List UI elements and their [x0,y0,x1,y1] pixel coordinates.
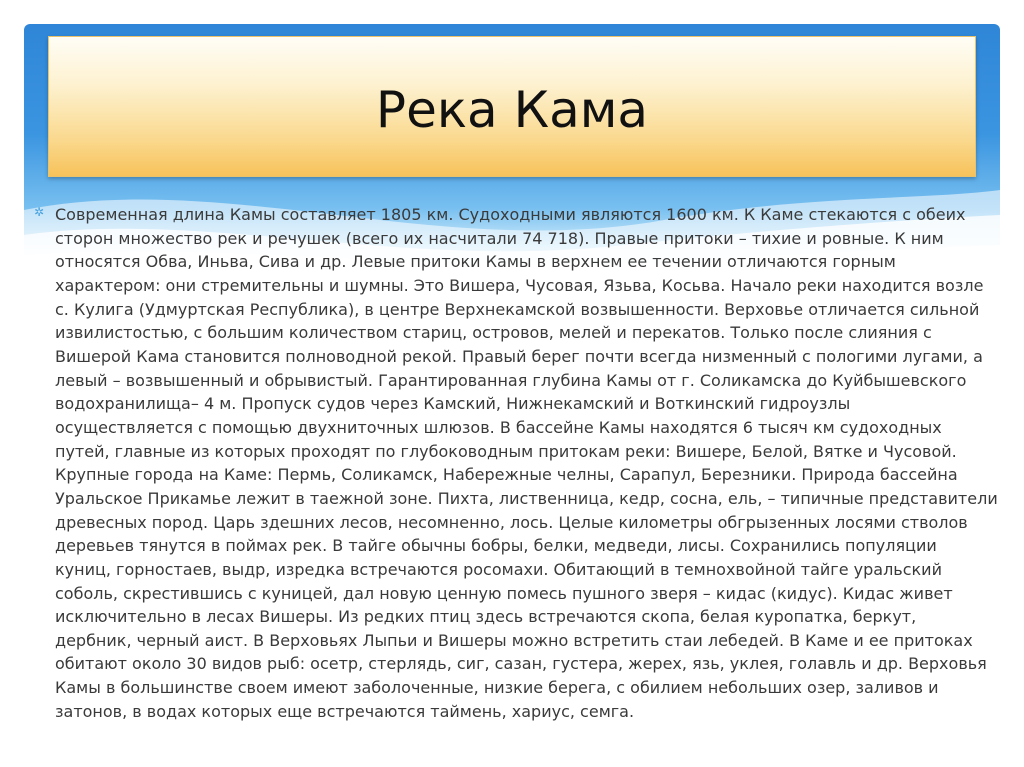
body-line: Камы в большинстве своем имеют заболоченные, низкие берега, с обилием небольших озер, заливов и [55,678,939,698]
body-line: осуществляется с помощью двухниточных шлюзов. В бассейне Камы находятся 6 тысяч км судоходных [55,417,942,437]
body-line: сторон множество рек и речушек (всего их насчитали 74 718). Правые притоки – тихие и ровные. К ним [55,228,944,248]
body-line: затонов, в водах которых еще встречаются таймень, хариус, семга. [55,701,635,721]
body-line: путей, главные из которых проходят по глубоководным притокам реки: Вишере, Белой, Вятке и Чусовой. [55,441,957,461]
body-line: Современная длина Камы составляет 1805 км. Судоходными являются 1600 км. К Каме стекаются с обеих [55,205,966,224]
bullet-icon: ✲ [34,205,45,219]
body-line: деревьев тянутся в поймах рек. В тайге обычны бобры, белки, медведи, лисы. Сохранились популяции [55,536,937,556]
body-line: дербник, черный аист. В Верховьях Лыпьи и Вишеры можно встретить стаи лебедей. В Каме и ее притоках [55,630,973,650]
body-line: исключительно в лесах Вишеры. Из редких птиц здесь встречаются скопа, белая куропатка, беркут, [55,607,917,627]
body-line: Уральское Прикамье лежит в таежной зоне. Пихта, лиственница, кедр, сосна, ель, – типичные представители [55,488,998,508]
body-line: водохранилища– 4 м. Пропуск судов через Камский, Нижнекамский и Воткинский гидроузлы [55,394,851,414]
body-line: левый – возвышенный и обрывистый. Гарантированная глубина Камы от г. Соликамска до Куйбышевского [55,370,967,390]
body-line: Вишерой Кама становится полноводной рекой. Правый берег почти всегда низменный с пологими лугами, а [55,346,983,366]
body-line: обитают около 30 видов рыб: осетр, стерлядь, сиг, сазан, густера, жерех, язь, уклея, голавль и др. Верховья [55,654,987,674]
body-line: соболь, скрестившись с куницей, дал новую ценную помесь пушного зверя – кидас (кидус). Кидас живет [55,583,953,603]
body-line: древесных пород. Царь здешних лесов, несомненно, лось. Целые километры обгрызенных лосями стволов [55,512,968,532]
body-line: извилистостью, с большим количеством стариц, островов, мелей и перекатов. Только после слияния с [55,323,932,343]
body-line: куниц, горностаев, выдр, изредка встречаются росомахи. Обитающий в темнохвойной тайге уральский [55,559,942,579]
body-line: с. Кулига (Удмуртская Республика), в центре Верхнекамской возвышенности. Верховье отличается сильной [55,299,980,319]
slide-title: Река Кама [375,81,649,139]
body-paragraph [55,203,1000,723]
body-line: относятся Обва, Иньва, Сива и др. Левые притоки Камы в верхнем ее течении отличаются горным [55,252,896,272]
body-line: характером: они стремительны и шумны. Это Вишера, Чусовая, Язьва, Косьва. Начало реки находится возле [55,275,984,295]
body-line: Крупные города на Каме: Пермь, Соликамск, Набережные челны, Сарапул, Березники. Природа бассейна [55,465,958,485]
